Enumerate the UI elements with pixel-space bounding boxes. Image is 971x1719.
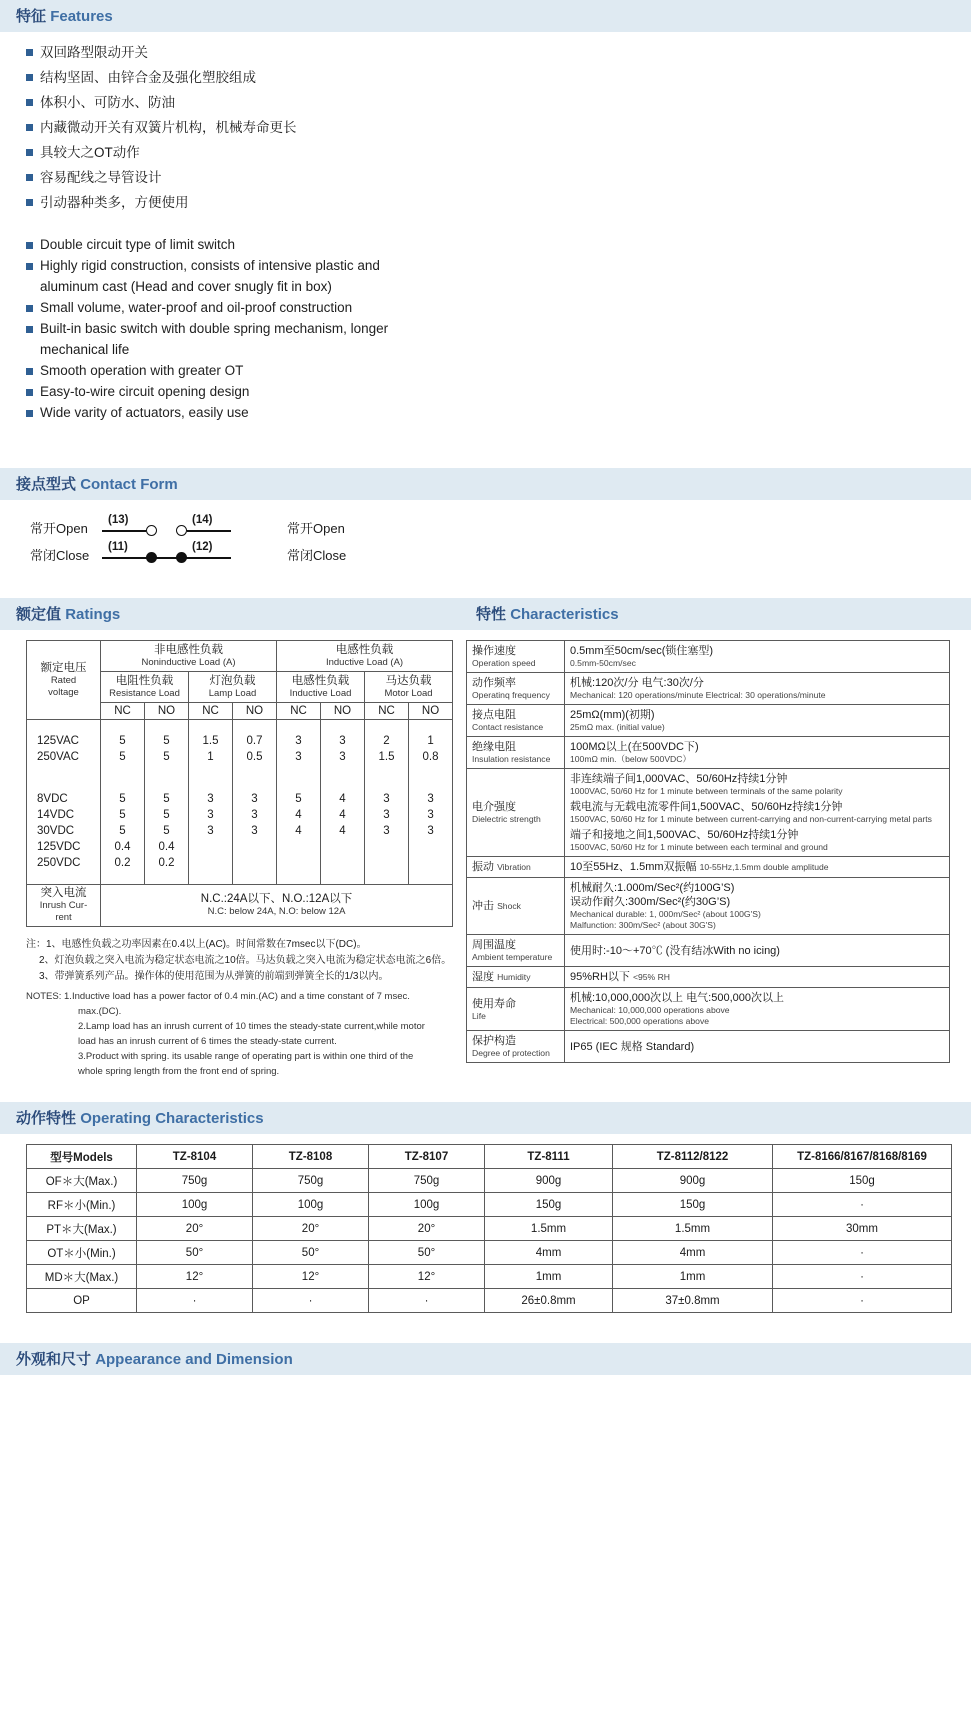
feature-item: 内藏微动开关有双簧片机构，机械寿命更长 xyxy=(26,117,971,138)
ratings-cell xyxy=(409,855,453,871)
table-row xyxy=(467,935,950,967)
char-value: 使用时:-10～+70℃ (没有结冰With no icing) xyxy=(565,935,950,967)
char-value: 25mΩ(mm)(初期) 25mΩ max. (initial value) xyxy=(565,705,950,737)
char-key: 动作频率 Operatinq frequency xyxy=(467,673,565,705)
ratings-no-header: NO xyxy=(409,703,453,720)
ratings-no-header: NO xyxy=(321,703,365,720)
terminal-number: (11) xyxy=(108,541,128,553)
table-row xyxy=(27,807,453,823)
ratings-nc-header: NC xyxy=(189,703,233,720)
op-row-label: PT＊大(Max.) xyxy=(27,1217,137,1241)
inrush-value: N.C.:24A以下、N.O.:12A以下 N.C: below 24A, N.O: below 12A xyxy=(101,885,453,927)
char-value: 机械:10,000,000次以上 电气:500,000次以上 Mechanical: 10,000,000 operations above Electrical: 500,000 operations above xyxy=(565,988,950,1031)
op-col-header: TZ-8112/8122 xyxy=(613,1145,773,1169)
ratings-cell: 0.4 xyxy=(101,839,145,855)
op-cell: 20° xyxy=(253,1217,369,1241)
feature-item-en: Smooth operation with greater OT xyxy=(26,361,971,381)
ratings-cell: 3 xyxy=(189,791,233,807)
ratings-voltage-header: 额定电压 Rated voltage xyxy=(27,641,101,720)
operating-heading-cn: 动作特性 xyxy=(16,1110,77,1127)
contact-row-open xyxy=(30,514,971,541)
ratings-cell: 5 xyxy=(145,807,189,823)
contact-form-diagram xyxy=(0,500,971,568)
table-row xyxy=(27,823,453,839)
table-spacer-row xyxy=(27,765,453,778)
ratings-cell: 5 xyxy=(145,749,189,765)
feature-item-en-cont: mechanical life xyxy=(40,342,130,357)
contact-form-heading xyxy=(0,468,971,500)
op-cell: 20° xyxy=(137,1217,253,1241)
features-heading-cn: 特征 xyxy=(16,8,47,25)
table-row xyxy=(467,705,950,737)
ratings-noninductive-header: 非电感性负载 Noninductive Load (A) xyxy=(101,641,277,672)
table-row xyxy=(27,1265,952,1289)
features-heading xyxy=(0,0,971,32)
table-row xyxy=(27,1241,952,1265)
inrush-label: 突入电流 Inrush Cur- rent xyxy=(27,885,101,927)
ratings-table xyxy=(26,640,453,927)
table-row xyxy=(467,1031,950,1063)
operating-heading-en: Operating Characteristics xyxy=(80,1110,264,1127)
feature-item-en: Easy-to-wire circuit opening design xyxy=(26,382,971,402)
contact-row-label-right: 常闭Close xyxy=(287,548,347,563)
op-cell: 1.5mm xyxy=(613,1217,773,1241)
feature-item: 容易配线之导管设计 xyxy=(26,167,971,188)
feature-item: 体积小、可防水、防油 xyxy=(26,92,971,113)
ratings-cell: 3 xyxy=(233,823,277,839)
ratings-cell: 3 xyxy=(189,823,233,839)
contact-row-label-left: 常闭Close xyxy=(30,548,90,563)
contact-terminal-dot xyxy=(146,525,157,536)
ratings-cell: 4 xyxy=(321,823,365,839)
ratings-cell xyxy=(321,855,365,871)
char-key: 保护构造 Degree of protection xyxy=(467,1031,565,1063)
op-cell: 26±0.8mm xyxy=(485,1289,613,1313)
ratings-cell: 3 xyxy=(365,791,409,807)
op-cell: 750g xyxy=(369,1169,485,1193)
ratings-cell: 3 xyxy=(277,733,321,749)
feature-item-en: Double circuit type of limit switch xyxy=(26,235,971,255)
op-cell: 750g xyxy=(137,1169,253,1193)
char-value: 0.5mm至50cm/sec(锁住塞型) 0.5mm-50cm/sec xyxy=(565,641,950,673)
ratings-cell: 2 xyxy=(365,733,409,749)
characteristics-heading-en: Characteristics xyxy=(510,606,619,623)
ratings-cell xyxy=(277,839,321,855)
ratings-nc-header: NC xyxy=(277,703,321,720)
op-cell: 50° xyxy=(369,1241,485,1265)
note-zh: 注：1、电感性负载之功率因素在0.4以上(AC)。时间常数在7msec以下(DC)。 xyxy=(26,939,367,950)
char-value: IP65 (IEC 规格 Standard) xyxy=(565,1031,950,1063)
ratings-row-label: 8VDC xyxy=(27,791,101,807)
char-value: 10至55Hz、1.5mm双振幅 10-55Hz,1.5mm double amplitude xyxy=(565,857,950,878)
ratings-cell: 5 xyxy=(101,749,145,765)
note-zh: 2、灯泡负载之突入电流为稳定状态电流之10倍。马达负载之突入电流为稳定状态电流之6倍。 xyxy=(39,955,452,966)
ratings-cell: 4 xyxy=(321,807,365,823)
ratings-cell: 3 xyxy=(409,823,453,839)
ratings-cell: 1 xyxy=(189,749,233,765)
feature-item: 引动器种类多，方便使用 xyxy=(26,192,971,213)
op-cell: · xyxy=(773,1241,952,1265)
op-cell: 150g xyxy=(773,1169,952,1193)
ratings-no-header: NO xyxy=(233,703,277,720)
ratings-cell: 5 xyxy=(145,823,189,839)
ratings-inductive-header: 电感性负载 Inductive Load (A) xyxy=(277,641,453,672)
op-col-header: TZ-8111 xyxy=(485,1145,613,1169)
char-key: 使用寿命 Life xyxy=(467,988,565,1031)
ratings-cell: 4 xyxy=(277,807,321,823)
op-cell: 1mm xyxy=(613,1265,773,1289)
operating-table-wrap xyxy=(0,1144,971,1313)
op-cell: · xyxy=(773,1193,952,1217)
ratings-nc-header: NC xyxy=(365,703,409,720)
op-cell: 900g xyxy=(613,1169,773,1193)
op-cell: 12° xyxy=(253,1265,369,1289)
contact-form-heading-en: Contact Form xyxy=(80,476,178,493)
ratings-cell: 0.4 xyxy=(145,839,189,855)
table-row xyxy=(467,737,950,769)
table-row xyxy=(467,967,950,988)
op-cell: 100g xyxy=(369,1193,485,1217)
op-cell: 4mm xyxy=(485,1241,613,1265)
op-col-header: TZ-8104 xyxy=(137,1145,253,1169)
ratings-cell: 3 xyxy=(233,791,277,807)
table-row xyxy=(27,791,453,807)
feature-item-en: Highly rigid construction, consists of intensive plastic and xyxy=(26,256,971,276)
char-value: 100MΩ以上(在500VDC下) 100mΩ min.（below 500VDC） xyxy=(565,737,950,769)
ratings-col-header: 马达负载 Motor Load xyxy=(365,672,453,703)
op-cell: 12° xyxy=(369,1265,485,1289)
table-row xyxy=(467,857,950,878)
table-row xyxy=(467,641,950,673)
ratings-cell xyxy=(409,839,453,855)
ratings-cell: 3 xyxy=(189,807,233,823)
terminal-number: (12) xyxy=(192,541,213,553)
ratings-cell: 4 xyxy=(277,823,321,839)
char-value: 非连续端子间1,000VAC、50/60Hz持续1分钟 1000VAC, 50/60 Hz for 1 minute between terminals of the same polarity 载电流与无载电流零件间1,500VAC、50/60Hz持续1分钟 1500VAC, 50/60 Hz for 1 minute between current-carrying and non-current-carrying metal parts 端子和接地之间1,500VAC、50/60Hz持续1分钟 1500VAC, 50/60 Hz for 1 minute between each terminal and ground xyxy=(565,769,950,857)
op-row-label: OF＊大(Max.) xyxy=(27,1169,137,1193)
terminal-number: (14) xyxy=(192,514,213,526)
ratings-cell: 1.5 xyxy=(189,733,233,749)
feature-item-en-cont: aluminum cast (Head and cover snugly fit in box) xyxy=(40,279,332,294)
table-row xyxy=(27,641,453,672)
ratings-row-label: 250VDC xyxy=(27,855,101,871)
ratings-cell xyxy=(233,839,277,855)
features-heading-en: Features xyxy=(50,8,113,25)
note-en: 3.Product with spring. its usable range of operating part is within one third of the xyxy=(78,1051,414,1062)
op-col-header: TZ-8107 xyxy=(369,1145,485,1169)
ratings-row-label: 30VDC xyxy=(27,823,101,839)
contact-terminal-dot-filled xyxy=(146,552,157,563)
ratings-cell: 5 xyxy=(101,807,145,823)
ratings-heading-en: Ratings xyxy=(65,606,121,623)
op-cell: · xyxy=(253,1289,369,1313)
op-col-header: TZ-8166/8167/8168/8169 xyxy=(773,1145,952,1169)
ratings-cell: 0.2 xyxy=(101,855,145,871)
table-row xyxy=(467,769,950,857)
contact-terminal-dot xyxy=(176,525,187,536)
op-cell: 100g xyxy=(253,1193,369,1217)
op-row-label: OP xyxy=(27,1289,137,1313)
op-cell: 20° xyxy=(369,1217,485,1241)
note-en: max.(DC). xyxy=(78,1006,122,1017)
appearance-heading xyxy=(0,1343,971,1375)
ratings-notes xyxy=(26,937,452,1079)
ratings-cell xyxy=(365,855,409,871)
characteristics-heading xyxy=(466,598,971,630)
note-en: 2.Lamp load has an inrush current of 10 times the steady-state current,while motor xyxy=(78,1021,425,1032)
ratings-cell: 3 xyxy=(321,749,365,765)
ratings-cell: 3 xyxy=(321,733,365,749)
contact-terminal-dot-filled xyxy=(176,552,187,563)
char-value: 95%RH以下 <95% RH xyxy=(565,967,950,988)
ratings-heading xyxy=(0,598,466,630)
ratings-cell: 0.5 xyxy=(233,749,277,765)
char-key: 操作速度 Operation speed xyxy=(467,641,565,673)
note-zh: 3、带弹簧系列产品。操作体的使用范围为从弹簧的前端到弹簧全长的1/3以内。 xyxy=(39,971,389,982)
table-row-inrush xyxy=(27,885,453,927)
ratings-cell: 5 xyxy=(145,733,189,749)
op-cell: 100g xyxy=(137,1193,253,1217)
op-cell: 1.5mm xyxy=(485,1217,613,1241)
table-header-row xyxy=(27,1145,952,1169)
char-key: 周围温度 Ambient temperature xyxy=(467,935,565,967)
feature-item: 双回路型限动开关 xyxy=(26,42,971,63)
ratings-cell: 3 xyxy=(365,807,409,823)
table-row xyxy=(27,1169,952,1193)
features-list xyxy=(0,32,971,428)
op-row-label: RF＊小(Min.) xyxy=(27,1193,137,1217)
op-col-header: TZ-8108 xyxy=(253,1145,369,1169)
char-key: 振动 Vibration xyxy=(467,857,565,878)
ratings-cell xyxy=(277,855,321,871)
ratings-cell: 5 xyxy=(145,791,189,807)
ratings-cell xyxy=(321,839,365,855)
ratings-cell: 5 xyxy=(101,733,145,749)
note-en: whole spring length from the front end of spring. xyxy=(78,1066,280,1077)
appearance-heading-en: Appearance and Dimension xyxy=(95,1351,293,1368)
table-row xyxy=(27,1217,952,1241)
operating-heading xyxy=(0,1102,971,1134)
op-cell: 750g xyxy=(253,1169,369,1193)
ratings-col-header: 电感性负载 Inductive Load xyxy=(277,672,365,703)
op-cell: 50° xyxy=(253,1241,369,1265)
ratings-cell xyxy=(189,855,233,871)
op-row-label: MD＊大(Max.) xyxy=(27,1265,137,1289)
ratings-no-header: NO xyxy=(145,703,189,720)
ratings-cell: 1.5 xyxy=(365,749,409,765)
contact-row-label-left: 常开Open xyxy=(30,521,88,536)
note-en: load has an inrush current of 6 times the steady-state current. xyxy=(78,1036,337,1047)
ratings-cell xyxy=(233,855,277,871)
characteristics-table xyxy=(466,640,950,1063)
ratings-cell: 3 xyxy=(409,807,453,823)
terminal-number: (13) xyxy=(108,514,129,526)
ratings-cell: 0.8 xyxy=(409,749,453,765)
ratings-cell xyxy=(189,839,233,855)
ratings-row-label: 250VAC xyxy=(27,749,101,765)
char-key: 湿度 Humidity xyxy=(467,967,565,988)
op-cell: · xyxy=(137,1289,253,1313)
char-key: 冲击 Shock xyxy=(467,878,565,935)
ratings-cell: 3 xyxy=(365,823,409,839)
appearance-heading-cn: 外观和尺寸 xyxy=(16,1351,92,1368)
ratings-cell: 1 xyxy=(409,733,453,749)
op-cell: 50° xyxy=(137,1241,253,1265)
feature-item-en: Small volume, water-proof and oil-proof construction xyxy=(26,298,971,318)
ratings-cell: 3 xyxy=(233,807,277,823)
char-key: 接点电阻 Contact resistance xyxy=(467,705,565,737)
characteristics-heading-cn: 特性 xyxy=(476,606,507,623)
op-cell: 37±0.8mm xyxy=(613,1289,773,1313)
op-cell: 150g xyxy=(485,1193,613,1217)
ratings-cell: 5 xyxy=(277,791,321,807)
ratings-cell: 0.2 xyxy=(145,855,189,871)
table-row xyxy=(27,1193,952,1217)
ratings-row-label: 14VDC xyxy=(27,807,101,823)
notes-en-title: NOTES: 1.Inductive load has a power factor of 0.4 min.(AC) and a time constant of 7 msec. xyxy=(26,991,410,1002)
table-row xyxy=(467,673,950,705)
ratings-col-header: 电阻性负载 Resistance Load xyxy=(101,672,189,703)
ratings-col-header: 灯泡负载 Lamp Load xyxy=(189,672,277,703)
characteristics-section xyxy=(466,598,971,1080)
table-row xyxy=(467,988,950,1031)
ratings-cell: 5 xyxy=(101,823,145,839)
ratings-section xyxy=(0,598,466,1080)
contact-row-close xyxy=(30,541,971,568)
ratings-cell: 4 xyxy=(321,791,365,807)
ratings-cell xyxy=(365,839,409,855)
table-spacer-row xyxy=(27,871,453,885)
op-col-header: 型号Models xyxy=(27,1145,137,1169)
ratings-heading-cn: 额定值 xyxy=(16,606,62,623)
op-row-label: OT＊小(Min.) xyxy=(27,1241,137,1265)
ratings-row-label: 125VAC xyxy=(27,733,101,749)
op-cell: 150g xyxy=(613,1193,773,1217)
table-row xyxy=(27,749,453,765)
feature-item: 具较大之OT动作 xyxy=(26,142,971,163)
op-cell: · xyxy=(773,1265,952,1289)
table-row xyxy=(27,1289,952,1313)
table-row xyxy=(27,733,453,749)
op-cell: · xyxy=(369,1289,485,1313)
char-key: 绝缘电阻 Insulation resistance xyxy=(467,737,565,769)
op-cell: 30mm xyxy=(773,1217,952,1241)
contact-form-heading-cn: 接点型式 xyxy=(16,476,77,493)
ratings-cell: 3 xyxy=(277,749,321,765)
op-cell: 1mm xyxy=(485,1265,613,1289)
operating-table xyxy=(26,1144,952,1313)
feature-item: 结构坚固、由锌合金及强化塑胶组成 xyxy=(26,67,971,88)
ratings-cell: 5 xyxy=(101,791,145,807)
table-spacer-row xyxy=(27,720,453,734)
table-row xyxy=(27,839,453,855)
ratings-cell: 3 xyxy=(409,791,453,807)
ratings-row-label: 125VDC xyxy=(27,839,101,855)
char-value: 机械耐久:1.000m/Sec²(约100G’S) 误动作耐久:300m/Sec²(约30G’S) Mechanical durable: 1, 000m/Sec² (about 100G'S) Malfunction: 300m/Sec² (about 30G'S) xyxy=(565,878,950,935)
op-cell: 4mm xyxy=(613,1241,773,1265)
table-row xyxy=(467,878,950,935)
op-cell: · xyxy=(773,1289,952,1313)
feature-item-en: Built-in basic switch with double spring mechanism, longer xyxy=(26,319,971,339)
op-cell: 900g xyxy=(485,1169,613,1193)
contact-row-label-right: 常开Open xyxy=(287,521,345,536)
ratings-nc-header: NC xyxy=(101,703,145,720)
char-value: 机械:120次/分 电气:30次/分 Mechanical: 120 operations/minute Electrical: 30 operations/minute xyxy=(565,673,950,705)
table-row xyxy=(27,855,453,871)
ratings-cell: 0.7 xyxy=(233,733,277,749)
table-spacer-row xyxy=(27,778,453,791)
feature-item-en: Wide varity of actuators, easily use xyxy=(26,403,971,423)
char-key: 电介强度 Dielectric strength xyxy=(467,769,565,857)
op-cell: 12° xyxy=(137,1265,253,1289)
